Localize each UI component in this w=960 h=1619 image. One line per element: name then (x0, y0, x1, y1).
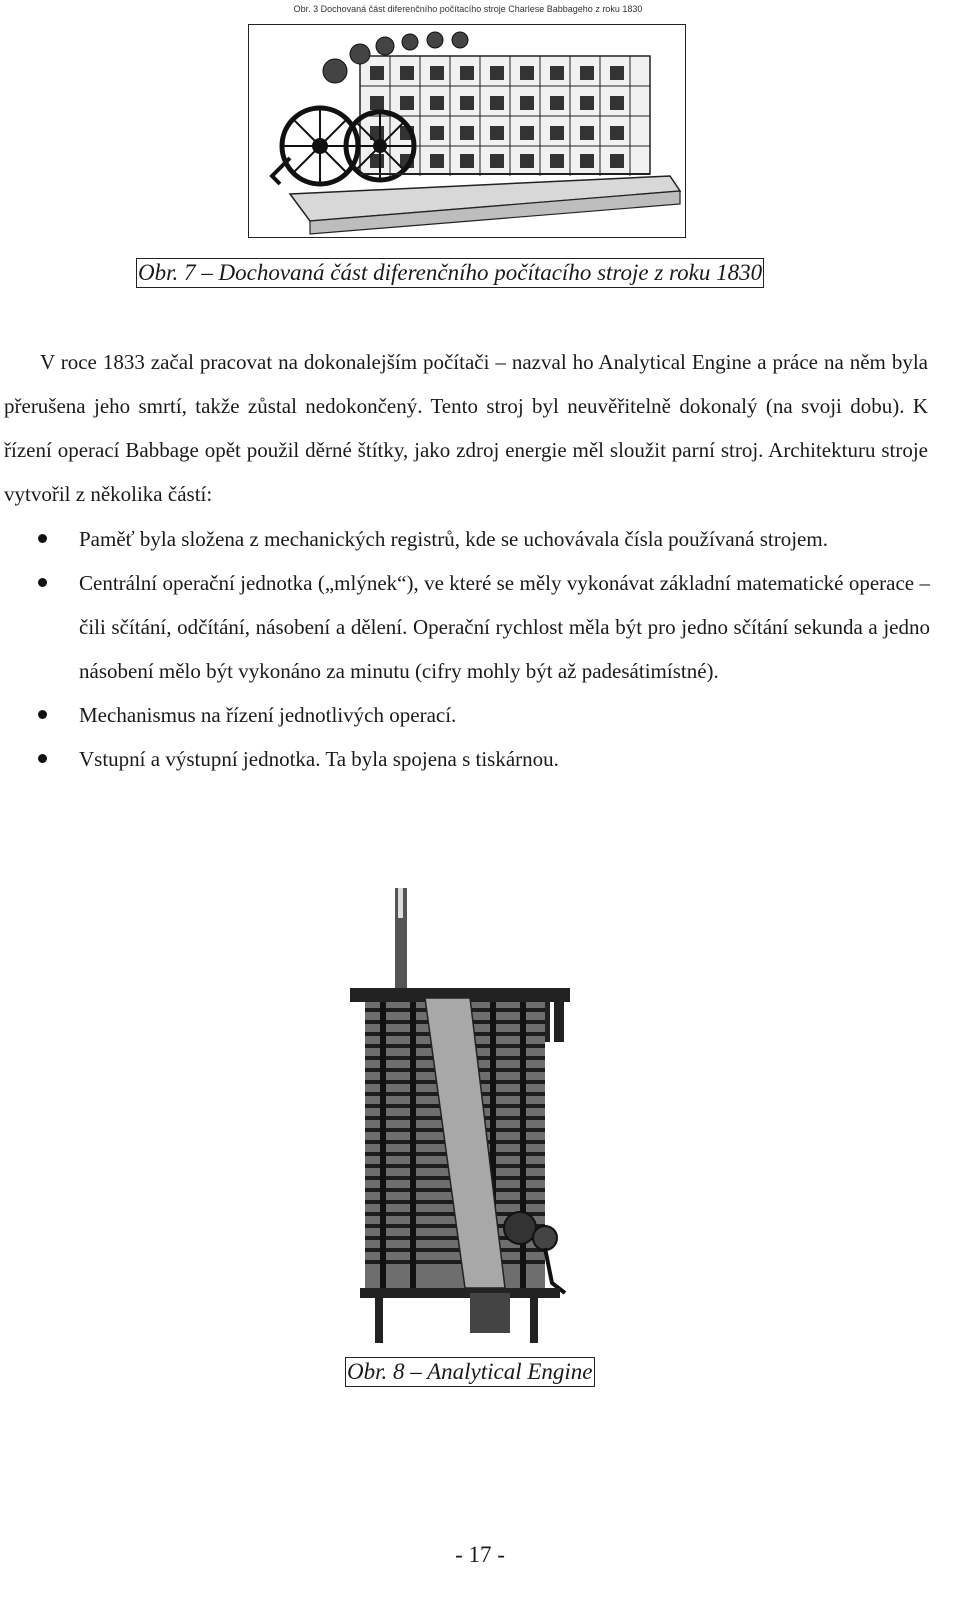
list-item (0, 561, 930, 693)
page-number: - 17 - (455, 1542, 505, 1567)
bullet-icon (38, 754, 47, 763)
list-item-text: Vstupní a výstupní jednotka. Ta byla spojena s tiskárnou. (79, 747, 559, 771)
bullet-list (0, 517, 930, 781)
list-item (0, 517, 930, 561)
analytical-engine-photo-icon (340, 888, 580, 1348)
bullet-icon (38, 578, 47, 587)
list-item-text: Centrální operační jednotka („mlýnek“), ve které se měly vykonávat základní matematické operace – čili sčítání, odčítání, násobení a dělení. Operační rychlost měla být pro jedno sčítání sekunda a jedno násobení mělo být vykonáno za minutu (cifry mohly být až padesátimístné). (79, 571, 930, 683)
list-item (0, 737, 930, 781)
figure-caption: Obr. 8 – Analytical Engine (345, 1357, 595, 1387)
list-item-text: Paměť byla složena z mechanických registrů, kde se uchovávala čísla používaná strojem. (79, 527, 828, 551)
intro-paragraph: V roce 1833 začal pracovat na dokonalejším počítači – nazval ho Analytical Engine a práce na něm byla přerušena jeho smrtí, takže zůstal nedokončený. Tento stroj byl neuvěřitelně dokonalý (na svoji dobu). K řízení operací Babbage opět použil děrné štítky, jako zdroj energie měl sloužit parní stroj. Architekturu stroje vytvořil z několika částí: (4, 350, 928, 506)
difference-engine-illustration-icon (250, 26, 684, 236)
figure-caption: Obr. 7 – Dochovaná část diferenčního počítacího stroje z roku 1830 (136, 258, 764, 288)
bullet-icon (38, 710, 47, 719)
list-item-text: Mechanismus na řízení jednotlivých operací. (79, 703, 457, 727)
figure-header-text: Obr. 3 Dochovaná část diferenčního počítacího stroje Charlese Babbageho z roku 1830 (293, 4, 643, 14)
list-item (0, 693, 930, 737)
bullet-icon (38, 534, 47, 543)
